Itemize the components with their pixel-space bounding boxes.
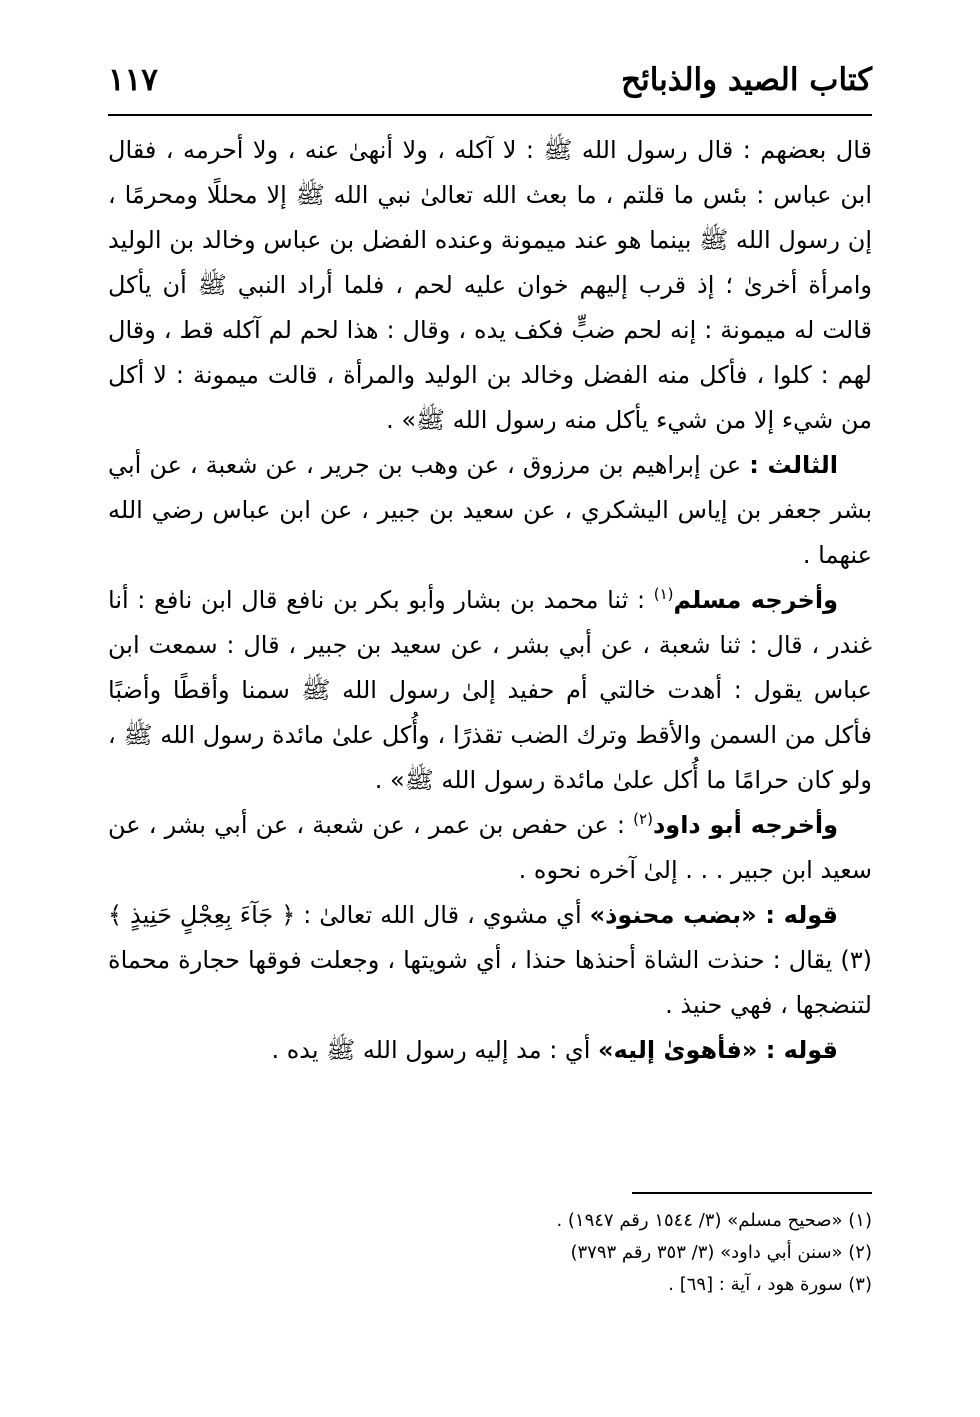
footnote-ref: (٢) (633, 810, 653, 828)
footnote: (٢) «سنن أبي داود» (٣/ ٣٥٣ رقم ٣٧٩٣) (570, 1242, 872, 1263)
paragraph-lead: قوله : «بضب محنوذ» (589, 901, 838, 929)
paragraph (108, 578, 872, 803)
footnote-separator (632, 1192, 872, 1194)
paragraph-lead: وأخرجه مسلم (673, 586, 838, 614)
paragraph-lead: قوله : «فأهوىٰ إليه» (598, 1036, 838, 1064)
main-text (108, 128, 872, 1073)
page-number: ١١٧ (108, 62, 158, 98)
paragraph-text: قال بعضهم : قال رسول الله ﷺ : لا آكله ، ولا أنهىٰ عنه ، ولا أحرمه ، فقال ابن عباس : بئس ما قلتم ، ما بعث الله تعالىٰ نبي الله ﷺ إلا محللًا ومحرمًا ، إن رسول الله ﷺ بينما هو عند ميمونة وعنده الفضل بن عباس وخالد بن الوليد وامرأة أخرىٰ ؛ إذ قرب إليهم خوان عليه لحم ، فلما أراد النبي ﷺ أن يأكل قالت له ميمونة : إنه لحم ضبٍّ فكف يده ، وقال : هذا لحم لم آكله قط ، وقال لهم : كلوا ، فأكل منه الفضل وخالد بن الوليد والمرأة ، قالت ميمونة : لا أكل من شيء إلا من شيء يأكل منه رسول الله ﷺ» . (108, 136, 872, 434)
footnotes (108, 1205, 872, 1301)
paragraph-text: أي مشوي ، قال الله تعالىٰ : ﴿ جَآءَ بِعِجْلٍ حَنِيذٍ ﴾(٣) يقال : حنذت الشاة أحنذها حنذا ، أي شويتها ، وجعلت فوقها حجارة محماة لتنضجها ، فهي حنيذ . (108, 901, 872, 1019)
paragraph (108, 1028, 872, 1073)
footnote: (١) «صحيح مسلم» (٣/ ١٥٤٤ رقم ١٩٤٧) . (556, 1210, 872, 1231)
paragraph-text: عن إبراهيم بن مرزوق ، عن وهب بن جرير ، عن شعبة ، عن أبي بشر جعفر بن إياس اليشكري ، عن سعيد بن جبير ، عن ابن عباس رضي الله عنهما . (108, 451, 872, 569)
paragraph (108, 803, 872, 893)
paragraph-text: أي : مد إليه رسول الله ﷺ يده . (271, 1036, 598, 1064)
header-rule (108, 114, 872, 116)
footnote: (٣) سورة هود ، آية : [٦٩] . (668, 1274, 872, 1295)
paragraph-text: : ثنا محمد بن بشار وأبو بكر بن نافع قال ابن نافع : أنا غندر ، قال : ثنا شعبة ، عن أبي بشر ، عن سعيد بن جبير ، قال : سمعت ابن عباس يقول : أهدت خالتي أم حفيد إلىٰ رسول الله ﷺ سمنا وأقطًا وأضبًا فأكل من السمن والأقط وترك الضب تقذرًا ، وأُكل علىٰ مائدة رسول الله ﷺ ، ولو كان حرامًا ما أُكل علىٰ مائدة رسول الله ﷺ» . (108, 586, 872, 794)
book-title: كتاب الصيد والذبائح (621, 62, 872, 98)
paragraph-lead: الثالث : (749, 451, 839, 479)
paragraph-text: : عن حفص بن عمر ، عن شعبة ، عن أبي بشر ، عن سعيد ابن جبير . . . إلىٰ آخره نحوه . (108, 811, 872, 884)
page-header (108, 52, 872, 110)
paragraph (108, 893, 872, 1028)
footnote-ref: (١) (653, 585, 674, 603)
paragraph (108, 443, 872, 578)
paragraph-lead: وأخرجه أبو داود (652, 811, 839, 839)
paragraph (108, 128, 872, 443)
